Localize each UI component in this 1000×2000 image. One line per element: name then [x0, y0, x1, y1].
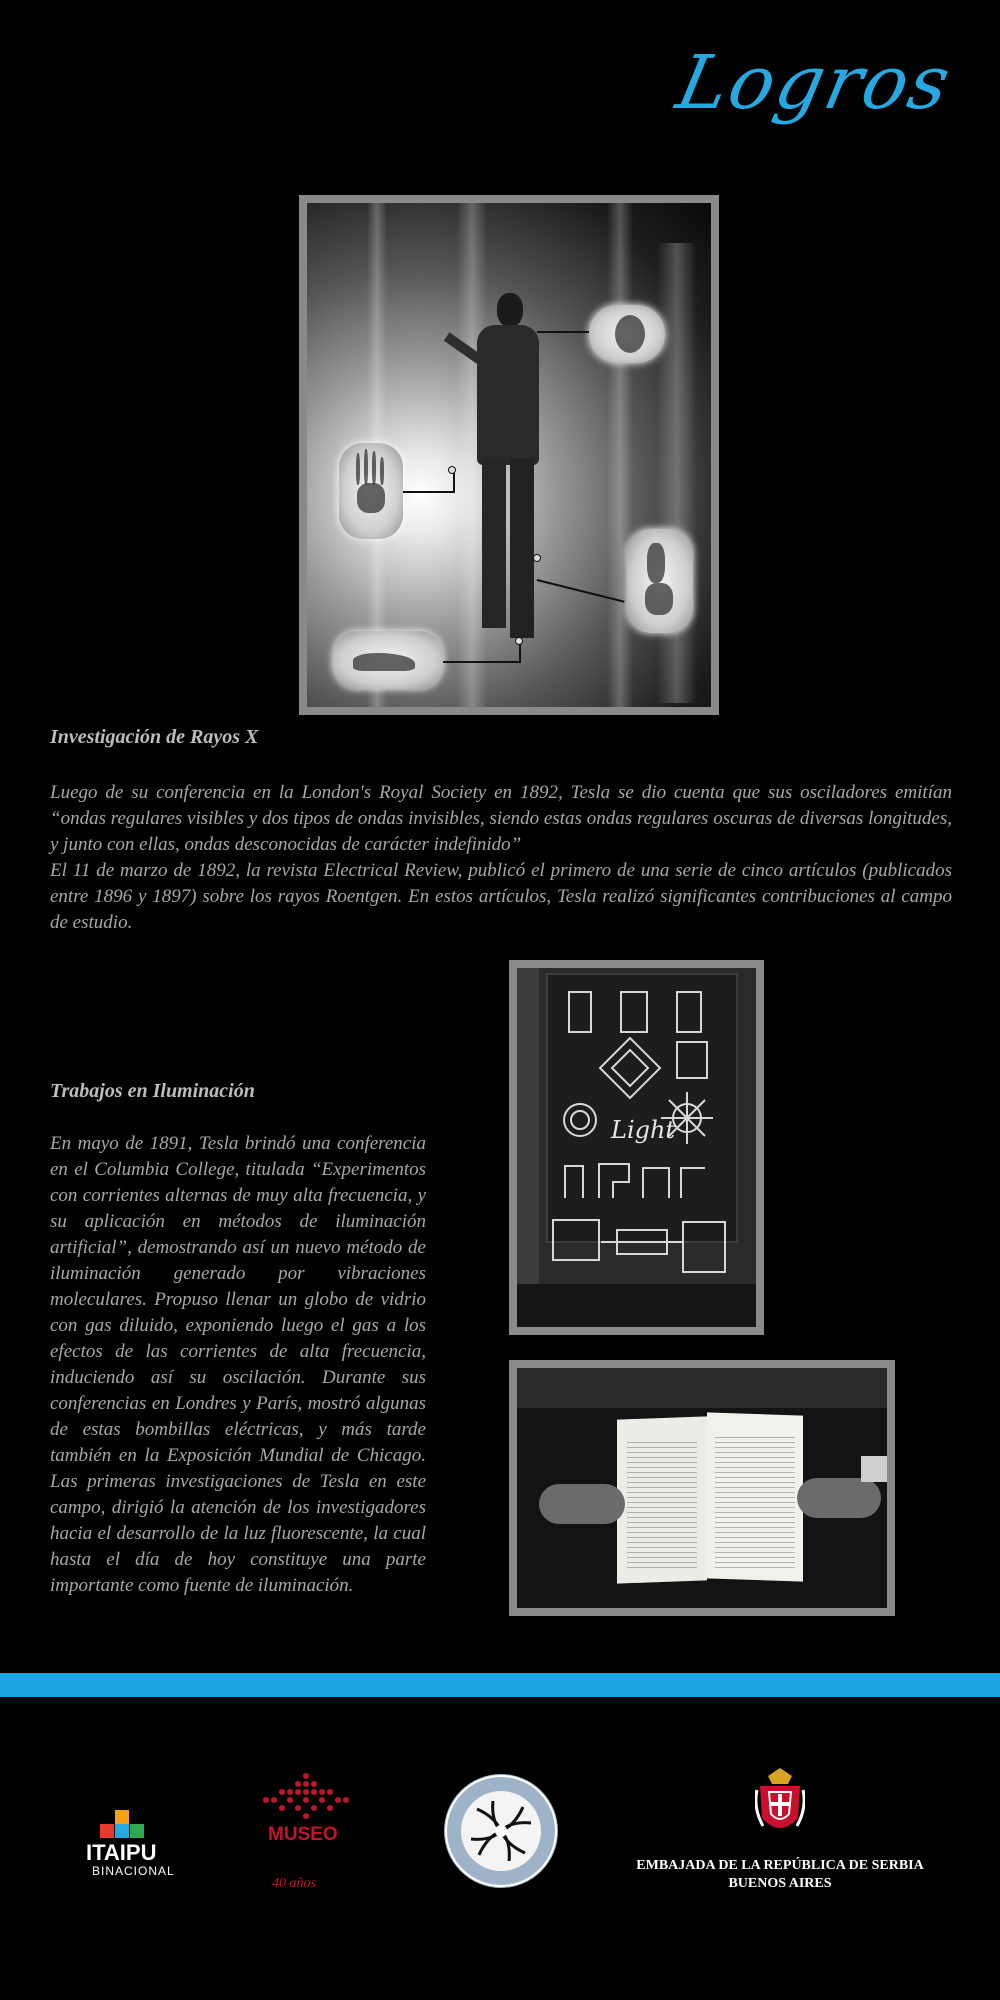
left-hand [539, 1484, 625, 1524]
itaipu-subtitle: BINACIONAL [92, 1864, 175, 1878]
museo-logo [258, 1770, 354, 1894]
itaipu-logo [86, 1808, 176, 1878]
light-board-photo [517, 968, 756, 1327]
light-board-illustration [517, 968, 756, 1327]
xray-section-body [50, 780, 952, 936]
light-board-photo-frame [509, 960, 764, 1335]
embassy-name: EMBAJADA DE LA REPÚBLICA DE SERBIA [636, 1858, 924, 1873]
page-title: Logros [669, 40, 960, 126]
embassy-city: BUENOS AIRES [728, 1876, 832, 1891]
light-board-word: Light [611, 1116, 676, 1144]
itaipu-emblem [100, 1810, 160, 1838]
museo-emblem [258, 1770, 354, 1820]
xray-experiment-photo [307, 203, 711, 707]
xray-paragraph: Luego de su conferencia en la London's Royal Society en 1892, Tesla se dio cuenta que sus osciladores emitían “ondas regulares visibles y dos tipos de ondas invisibles, siendo estas ondas regulares oscuras de diversas longitudes, y junto con ellas, ondas desconocidas de carácter indefinido” [50, 782, 952, 855]
skull-xray-inset [589, 305, 665, 363]
footer-divider-band [0, 1673, 1000, 1697]
tesla-museum-seal-graphic [442, 1772, 560, 1890]
xray-paragraph: El 11 de marzo de 1892, la revista Electrical Review, publicó el primero de una serie de cinco artículos (publicados entre 1896 y 1897) sobre los rayos Roentgen. En estos artículos, Tesla realizó significantes contribuciones al campo de estudio. [50, 860, 952, 933]
museo-anniversary: 40 años [272, 1876, 316, 1891]
knee-xray-inset [627, 529, 693, 633]
xray-photo-frame [299, 195, 719, 715]
xray-section-heading: Investigación de Rayos X [50, 726, 259, 748]
museo-name: MUSEO [268, 1824, 338, 1845]
serbian-coat-of-arms-icon [755, 1768, 805, 1848]
hand-xray-inset [339, 443, 403, 539]
itaipu-name: ITAIPU [86, 1840, 157, 1865]
lighting-section-heading: Trabajos en Iluminación [50, 1080, 255, 1102]
serbia-embassy-logo [620, 1768, 940, 1898]
tesla-book-photo [517, 1368, 887, 1608]
tesla-museum-seal [442, 1772, 560, 1890]
right-hand [797, 1478, 881, 1518]
foot-xray-inset [333, 631, 443, 689]
lighting-section-body: En mayo de 1891, Tesla brindó una conferencia en el Columbia College, titulada “Experimentos con corrientes alternas de muy alta frecuencia, y su aplicación en métodos de iluminación artificial”, demostrando así un nuevo método de iluminación generado por vibraciones moleculares. Propuso llenar un globo de vidrio con gas diluido, exponiendo luego el gas a los efectos de las corrientes de alta frecuencia, induciendo así su oscilación. Durante sus conferencias en Londres y París, mostró algunas de estas bombillas eléctricas, y más tarde también en la Exposición Mundial de Chicago. Las primeras investigaciones de Tesla en este campo, dirigió la atención de los investigadores hacia el desarrollo de la luz fluorescente, la cual hasta el día de hoy constituye una parte importante como fuente de iluminación. [50, 1133, 426, 1596]
book-photo-frame [509, 1360, 895, 1616]
